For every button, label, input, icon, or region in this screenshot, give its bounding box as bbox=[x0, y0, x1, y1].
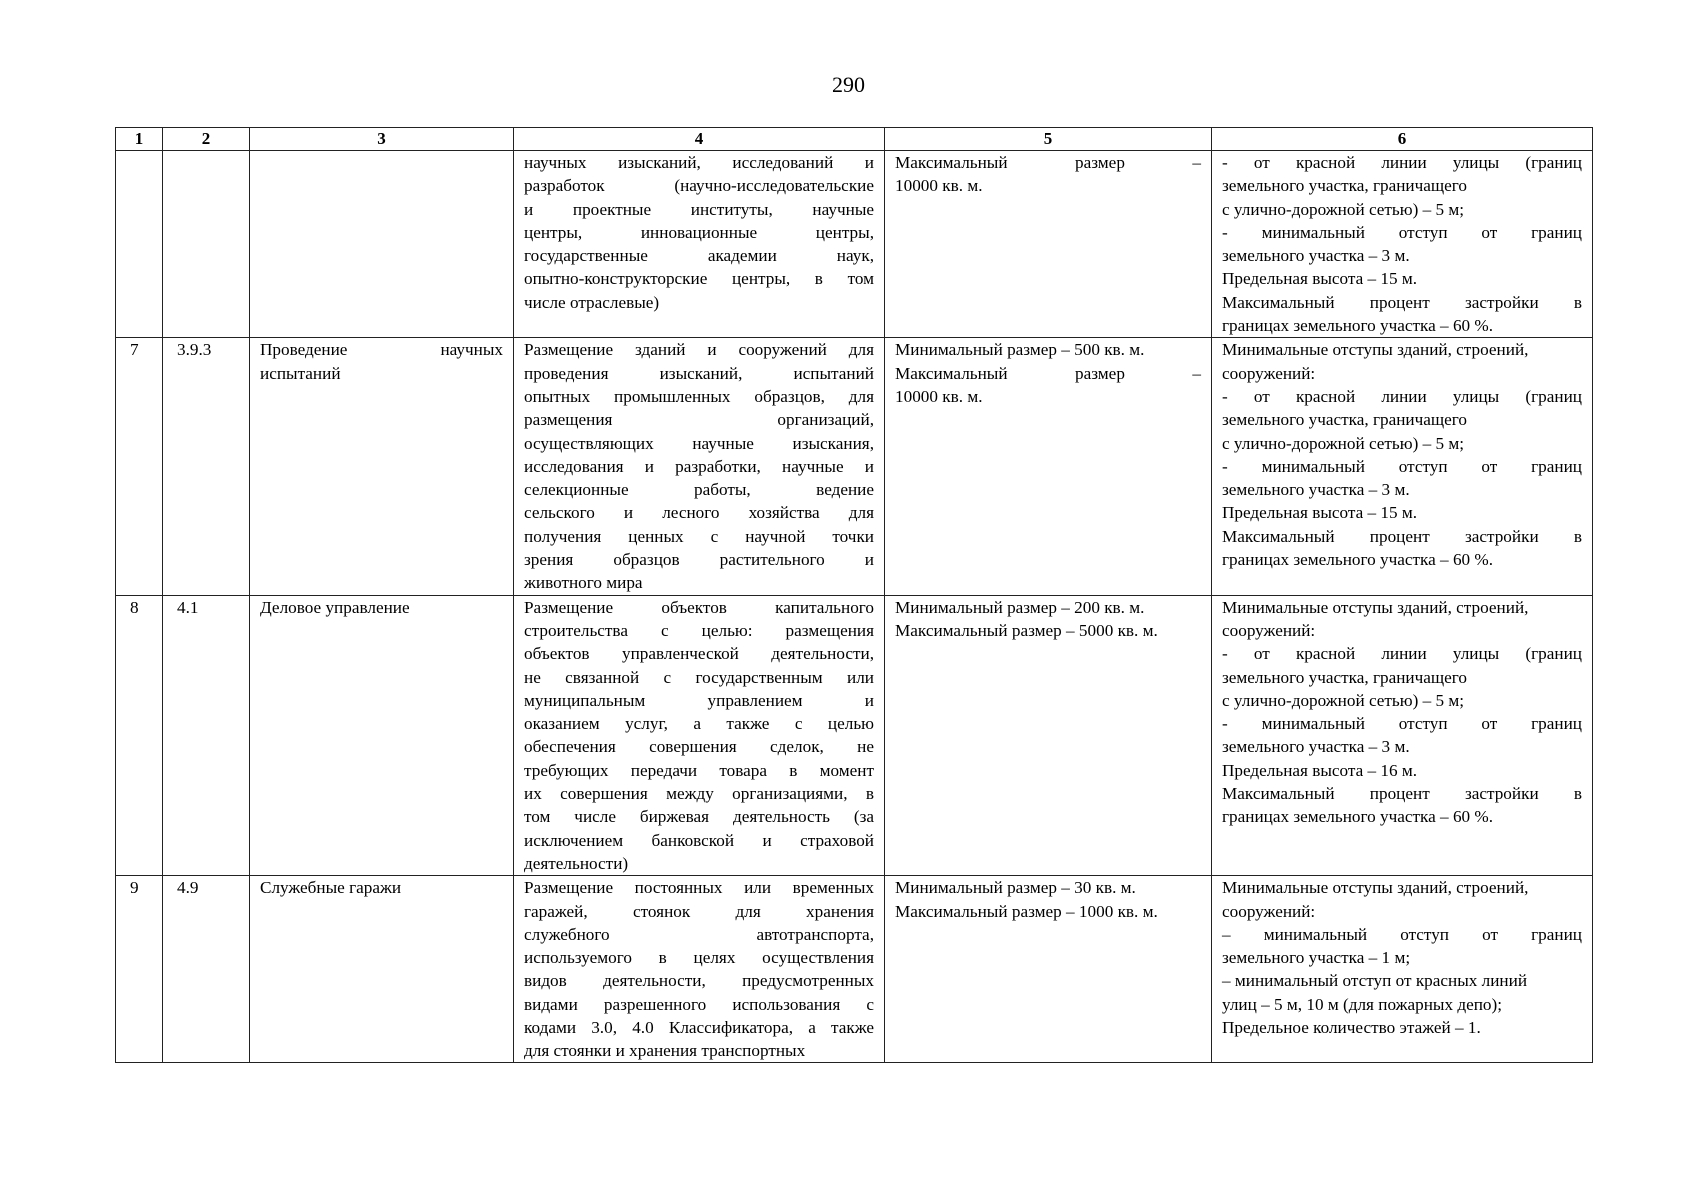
table-row bbox=[116, 876, 1593, 1063]
description-line: исключением банковской и страховой bbox=[524, 830, 874, 850]
parameter-line: земельного участка, граничащего bbox=[1222, 667, 1467, 687]
plot-size-cell bbox=[885, 876, 1212, 1063]
parameter-line: Минимальные отступы зданий, строений, bbox=[1222, 597, 1529, 617]
parameter-line: с улично-дорожной сетью) – 5 м; bbox=[1222, 433, 1465, 453]
description-line: требующих передачи товара в момент bbox=[524, 760, 874, 780]
description-line: обеспечения совершения сделок, не bbox=[524, 737, 874, 757]
column-header: 1 bbox=[116, 128, 163, 151]
row-number-cell bbox=[116, 876, 163, 1063]
parameter-line: Минимальные отступы зданий, строений, bbox=[1222, 878, 1529, 898]
row-number: 9 bbox=[130, 878, 139, 898]
classifier-code: 3.9.3 bbox=[177, 340, 212, 360]
description-line: том числе биржевая деятельность (за bbox=[524, 807, 874, 827]
table-header-row bbox=[116, 128, 1593, 151]
plot-size-line: Максимальный размер – 1000 кв. м. bbox=[895, 901, 1158, 921]
plot-size-line: Минимальный размер – 30 кв. м. bbox=[895, 878, 1136, 898]
row-number-cell bbox=[116, 151, 163, 338]
column-header: 5 bbox=[885, 128, 1212, 151]
parameter-line: – минимальный отступ от красных линий bbox=[1222, 971, 1528, 991]
description-line: селекционные работы, ведение bbox=[524, 480, 874, 500]
description-line: деятельности) bbox=[524, 853, 629, 873]
description-line: осуществляющих научные изыскания, bbox=[524, 433, 874, 453]
parameter-line: Предельная высота – 16 м. bbox=[1222, 760, 1418, 780]
row-number-cell bbox=[116, 338, 163, 595]
description-line: гаражей, стоянок для хранения bbox=[524, 901, 874, 921]
description-line: размещения организаций, bbox=[524, 410, 874, 430]
plot-size-line: Максимальный размер – bbox=[895, 363, 1201, 383]
use-name-cell bbox=[250, 151, 514, 338]
description-line: Размещение постоянных или временных bbox=[524, 878, 874, 898]
parameter-line: - минимальный отступ от границ bbox=[1222, 456, 1582, 476]
parameter-line: границах земельного участка – 60 %. bbox=[1222, 550, 1494, 570]
plot-size-line: Максимальный размер – bbox=[895, 153, 1201, 172]
table-row bbox=[116, 595, 1593, 876]
column-header: 2 bbox=[163, 128, 250, 151]
parameter-line: Предельное количество этажей – 1. bbox=[1222, 1017, 1481, 1037]
parameters-cell bbox=[1212, 876, 1593, 1063]
code-cell bbox=[163, 595, 250, 876]
description-line: объектов управленческой деятельности, bbox=[524, 644, 874, 664]
description-line: и проектные институты, научные bbox=[524, 199, 874, 219]
description-line: строительства с целью: размещения bbox=[524, 620, 874, 640]
description-line: служебного автотранспорта, bbox=[524, 924, 874, 944]
description-line: оказанием услуг, а также с целью bbox=[524, 714, 874, 734]
parameter-line: земельного участка – 3 м. bbox=[1222, 480, 1410, 500]
description-line: научных изысканий, исследований и bbox=[524, 153, 874, 172]
description-line: опытных промышленных образцов, для bbox=[524, 386, 874, 406]
parameter-line: границах земельного участка – 60 %. bbox=[1222, 807, 1494, 827]
description-line: центры, инновационные центры, bbox=[524, 222, 874, 242]
parameter-line: сооружений: bbox=[1222, 620, 1316, 640]
plot-size-line: 10000 кв. м. bbox=[895, 176, 983, 196]
parameter-line: земельного участка – 3 м. bbox=[1222, 737, 1410, 757]
parameters-cell bbox=[1212, 338, 1593, 595]
description-cell bbox=[514, 151, 885, 338]
plot-size-line: Минимальный размер – 500 кв. м. bbox=[895, 340, 1145, 360]
parameter-line: – минимальный отступ от границ bbox=[1222, 924, 1582, 944]
page-number: 290 bbox=[832, 72, 865, 97]
description-line: видов деятельности, предусмотренных bbox=[524, 971, 874, 991]
use-name-line: Деловое управление bbox=[260, 597, 410, 617]
parameter-line: земельного участка – 3 м. bbox=[1222, 246, 1410, 266]
parameter-line: земельного участка, граничащего bbox=[1222, 410, 1467, 430]
description-line: кодами 3.0, 4.0 Классификатора, а также bbox=[524, 1017, 874, 1037]
parameter-line: - минимальный отступ от границ bbox=[1222, 714, 1582, 734]
row-number-cell bbox=[116, 595, 163, 876]
plot-size-line: Максимальный размер – 5000 кв. м. bbox=[895, 620, 1158, 640]
plot-size-cell bbox=[885, 595, 1212, 876]
description-line: получения ценных с научной точки bbox=[524, 526, 874, 546]
description-cell bbox=[514, 876, 885, 1063]
parameter-line: земельного участка – 1 м; bbox=[1222, 948, 1411, 968]
parameter-line: - минимальный отступ от границ bbox=[1222, 222, 1582, 242]
parameter-line: с улично-дорожной сетью) – 5 м; bbox=[1222, 690, 1465, 710]
column-header: 4 bbox=[514, 128, 885, 151]
description-cell bbox=[514, 338, 885, 595]
parameter-line: Максимальный процент застройки в bbox=[1222, 292, 1582, 312]
parameter-line: - от красной линии улицы (границ bbox=[1222, 153, 1582, 172]
description-line: животного мира bbox=[524, 573, 643, 593]
column-header: 3 bbox=[250, 128, 514, 151]
parameter-line: Максимальный процент застройки в bbox=[1222, 784, 1582, 804]
description-line: исследования и разработки, научные и bbox=[524, 456, 874, 476]
parameter-line: Предельная высота – 15 м. bbox=[1222, 503, 1418, 523]
description-line: муниципальным управлением и bbox=[524, 690, 874, 710]
description-line: числе отраслевые) bbox=[524, 292, 660, 312]
code-cell bbox=[163, 876, 250, 1063]
parameter-line: Минимальные отступы зданий, строений, bbox=[1222, 340, 1529, 360]
description-line: проведения изысканий, испытаний bbox=[524, 363, 874, 383]
description-line: государственные академии наук, bbox=[524, 246, 874, 266]
parameters-cell bbox=[1212, 595, 1593, 876]
parameter-line: границах земельного участка – 60 %. bbox=[1222, 316, 1494, 336]
plot-size-line: 10000 кв. м. bbox=[895, 386, 983, 406]
table-row bbox=[116, 151, 1593, 338]
description-line: их совершения между организациями, в bbox=[524, 784, 874, 804]
description-line: видами разрешенного использования с bbox=[524, 994, 874, 1014]
description-line: Размещение объектов капитального bbox=[524, 597, 874, 617]
parameter-line: Максимальный процент застройки в bbox=[1222, 526, 1582, 546]
parameter-line: с улично-дорожной сетью) – 5 м; bbox=[1222, 199, 1465, 219]
table-row bbox=[116, 338, 1593, 595]
use-name-line: Служебные гаражи bbox=[260, 878, 402, 898]
classifier-code: 4.1 bbox=[177, 597, 199, 617]
use-name-cell bbox=[250, 338, 514, 595]
plot-size-cell bbox=[885, 338, 1212, 595]
classifier-code: 4.9 bbox=[177, 878, 199, 898]
code-cell bbox=[163, 338, 250, 595]
column-header: 6 bbox=[1212, 128, 1593, 151]
row-number: 8 bbox=[130, 597, 139, 617]
parameter-line: сооружений: bbox=[1222, 901, 1316, 921]
description-line: сельского и лесного хозяйства для bbox=[524, 503, 874, 523]
description-line: не связанной с государственным или bbox=[524, 667, 874, 687]
description-line: разработок (научно-исследовательские bbox=[524, 176, 874, 196]
use-name-line: испытаний bbox=[260, 363, 341, 383]
description-line: опытно-конструкторские центры, в том bbox=[524, 269, 874, 289]
parameter-line: - от красной линии улицы (границ bbox=[1222, 644, 1582, 664]
parameter-line: - от красной линии улицы (границ bbox=[1222, 386, 1582, 406]
row-number: 7 bbox=[130, 340, 139, 360]
description-cell bbox=[514, 595, 885, 876]
parameter-line: сооружений: bbox=[1222, 363, 1316, 383]
description-line: зрения образцов растительного и bbox=[524, 550, 874, 570]
description-line: Размещение зданий и сооружений для bbox=[524, 340, 874, 360]
description-line: используемого в целях осуществления bbox=[524, 948, 874, 968]
parameter-line: Предельная высота – 15 м. bbox=[1222, 269, 1418, 289]
parameter-line: улиц – 5 м, 10 м (для пожарных депо); bbox=[1222, 994, 1503, 1014]
regulations-table bbox=[115, 127, 1593, 1063]
description-line: для стоянки и хранения транспортных bbox=[524, 1041, 806, 1061]
use-name-cell bbox=[250, 595, 514, 876]
parameter-line: земельного участка, граничащего bbox=[1222, 176, 1467, 196]
use-name-line: Проведение научных bbox=[260, 340, 503, 360]
plot-size-line: Минимальный размер – 200 кв. м. bbox=[895, 597, 1145, 617]
plot-size-cell bbox=[885, 151, 1212, 338]
code-cell bbox=[163, 151, 250, 338]
parameters-cell bbox=[1212, 151, 1593, 338]
use-name-cell bbox=[250, 876, 514, 1063]
